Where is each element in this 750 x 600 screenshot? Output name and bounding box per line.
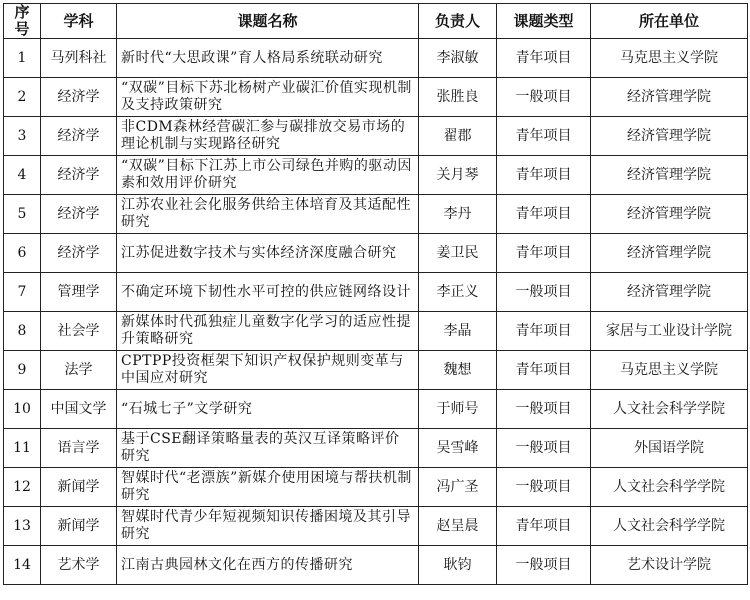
project-type-cell: 青年项目 bbox=[497, 156, 591, 195]
project-type-cell: 青年项目 bbox=[497, 507, 591, 546]
header-cell-lead: 负责人 bbox=[419, 4, 497, 39]
table-row bbox=[4, 39, 748, 78]
subject-cell: 经济学 bbox=[41, 234, 117, 273]
unit-cell: 家居与工业设计学院 bbox=[591, 312, 748, 351]
row-number: 2 bbox=[4, 78, 41, 117]
table-body bbox=[4, 39, 748, 585]
project-title-cell: “双碳”目标下江苏上市公司绿色并购的驱动因素和效用评价研究 bbox=[117, 156, 419, 195]
lead-cell: 李淑敏 bbox=[419, 39, 497, 78]
subject-cell: 管理学 bbox=[41, 273, 117, 312]
subject-cell: 经济学 bbox=[41, 156, 117, 195]
table-row bbox=[4, 78, 748, 117]
header-cell-type: 课题类型 bbox=[497, 4, 591, 39]
unit-cell: 人文社会科学学院 bbox=[591, 390, 748, 429]
table-row bbox=[4, 273, 748, 312]
unit-cell: 马克思主义学院 bbox=[591, 351, 748, 390]
project-title-cell: 江苏农业社会化服务供给主体培育及其适配性研究 bbox=[117, 195, 419, 234]
lead-cell: 赵呈晨 bbox=[419, 507, 497, 546]
subject-cell: 语言学 bbox=[41, 429, 117, 468]
lead-cell: 李丹 bbox=[419, 195, 497, 234]
row-number: 4 bbox=[4, 156, 41, 195]
row-number: 6 bbox=[4, 234, 41, 273]
unit-cell: 人文社会科学学院 bbox=[591, 468, 748, 507]
header-cell-subject: 学科 bbox=[41, 4, 117, 39]
unit-cell: 马克思主义学院 bbox=[591, 39, 748, 78]
row-number: 9 bbox=[4, 351, 41, 390]
lead-cell: 关月琴 bbox=[419, 156, 497, 195]
project-type-cell: 一般项目 bbox=[497, 429, 591, 468]
unit-cell: 经济管理学院 bbox=[591, 273, 748, 312]
lead-cell: 李晶 bbox=[419, 312, 497, 351]
lead-cell: 冯广圣 bbox=[419, 468, 497, 507]
table-row bbox=[4, 195, 748, 234]
lead-cell: 姜卫民 bbox=[419, 234, 497, 273]
lead-cell: 耿钧 bbox=[419, 546, 497, 585]
project-title-cell: 智媒时代青少年短视频知识传播困境及其引导研究 bbox=[117, 507, 419, 546]
subject-cell: 新闻学 bbox=[41, 468, 117, 507]
project-title-cell: 江南古典园林文化在西方的传播研究 bbox=[117, 546, 419, 585]
project-type-cell: 青年项目 bbox=[497, 195, 591, 234]
project-title-cell: CPTPP投资框架下知识产权保护规则变革与中国应对研究 bbox=[117, 351, 419, 390]
project-title-cell: “石城七子”文学研究 bbox=[117, 390, 419, 429]
unit-cell: 经济管理学院 bbox=[591, 234, 748, 273]
lead-cell: 于师号 bbox=[419, 390, 497, 429]
unit-cell: 经济管理学院 bbox=[591, 156, 748, 195]
project-title-cell: 非CDM森林经营碳汇参与碳排放交易市场的理论机制与实现路径研究 bbox=[117, 117, 419, 156]
row-number: 7 bbox=[4, 273, 41, 312]
project-table bbox=[3, 3, 748, 585]
lead-cell: 张胜良 bbox=[419, 78, 497, 117]
table-row bbox=[4, 234, 748, 273]
unit-cell: 艺术设计学院 bbox=[591, 546, 748, 585]
row-number: 5 bbox=[4, 195, 41, 234]
header-cell-unit: 所在单位 bbox=[591, 4, 748, 39]
header-row bbox=[4, 4, 748, 39]
project-title-cell: 不确定环境下韧性水平可控的供应链网络设计 bbox=[117, 273, 419, 312]
subject-cell: 马列科社 bbox=[41, 39, 117, 78]
project-title-cell: 智媒时代“老漂族”新媒介使用困境与帮扶机制研究 bbox=[117, 468, 419, 507]
row-number: 14 bbox=[4, 546, 41, 585]
row-number: 11 bbox=[4, 429, 41, 468]
project-type-cell: 一般项目 bbox=[497, 273, 591, 312]
table-row bbox=[4, 156, 748, 195]
project-type-cell: 青年项目 bbox=[497, 117, 591, 156]
project-type-cell: 青年项目 bbox=[497, 351, 591, 390]
unit-cell: 人文社会科学学院 bbox=[591, 507, 748, 546]
project-title-cell: 新媒体时代孤独症儿童数字化学习的适应性提升策略研究 bbox=[117, 312, 419, 351]
project-type-cell: 青年项目 bbox=[497, 312, 591, 351]
project-type-cell: 一般项目 bbox=[497, 468, 591, 507]
table-row bbox=[4, 117, 748, 156]
unit-cell: 外国语学院 bbox=[591, 429, 748, 468]
project-type-cell: 青年项目 bbox=[497, 234, 591, 273]
header-cell-title: 课题名称 bbox=[117, 4, 419, 39]
project-title-cell: 江苏促进数字技术与实体经济深度融合研究 bbox=[117, 234, 419, 273]
subject-cell: 中国文学 bbox=[41, 390, 117, 429]
table-row bbox=[4, 312, 748, 351]
subject-cell: 经济学 bbox=[41, 117, 117, 156]
unit-cell: 经济管理学院 bbox=[591, 117, 748, 156]
subject-cell: 艺术学 bbox=[41, 546, 117, 585]
project-title-cell: 新时代“大思政课”育人格局系统联动研究 bbox=[117, 39, 419, 78]
lead-cell: 吴雪峰 bbox=[419, 429, 497, 468]
table-row bbox=[4, 507, 748, 546]
project-title-cell: 基于CSE翻译策略量表的英汉互译策略评价研究 bbox=[117, 429, 419, 468]
project-type-cell: 一般项目 bbox=[497, 78, 591, 117]
subject-cell: 经济学 bbox=[41, 78, 117, 117]
table-row bbox=[4, 390, 748, 429]
subject-cell: 经济学 bbox=[41, 195, 117, 234]
project-title-cell: “双碳”目标下苏北杨树产业碳汇价值实现机制及支持政策研究 bbox=[117, 78, 419, 117]
lead-cell: 翟郡 bbox=[419, 117, 497, 156]
unit-cell: 经济管理学院 bbox=[591, 78, 748, 117]
row-number: 3 bbox=[4, 117, 41, 156]
row-number: 10 bbox=[4, 390, 41, 429]
project-type-cell: 青年项目 bbox=[497, 39, 591, 78]
row-number: 12 bbox=[4, 468, 41, 507]
table-row bbox=[4, 546, 748, 585]
subject-cell: 社会学 bbox=[41, 312, 117, 351]
project-type-cell: 一般项目 bbox=[497, 390, 591, 429]
row-number: 13 bbox=[4, 507, 41, 546]
table-row bbox=[4, 351, 748, 390]
subject-cell: 法学 bbox=[41, 351, 117, 390]
table-row bbox=[4, 429, 748, 468]
unit-cell: 经济管理学院 bbox=[591, 195, 748, 234]
project-type-cell: 一般项目 bbox=[497, 546, 591, 585]
row-number: 1 bbox=[4, 39, 41, 78]
header-cell-no: 序号 bbox=[4, 4, 41, 39]
table-row bbox=[4, 468, 748, 507]
lead-cell: 李正义 bbox=[419, 273, 497, 312]
subject-cell: 新闻学 bbox=[41, 507, 117, 546]
lead-cell: 魏想 bbox=[419, 351, 497, 390]
row-number: 8 bbox=[4, 312, 41, 351]
